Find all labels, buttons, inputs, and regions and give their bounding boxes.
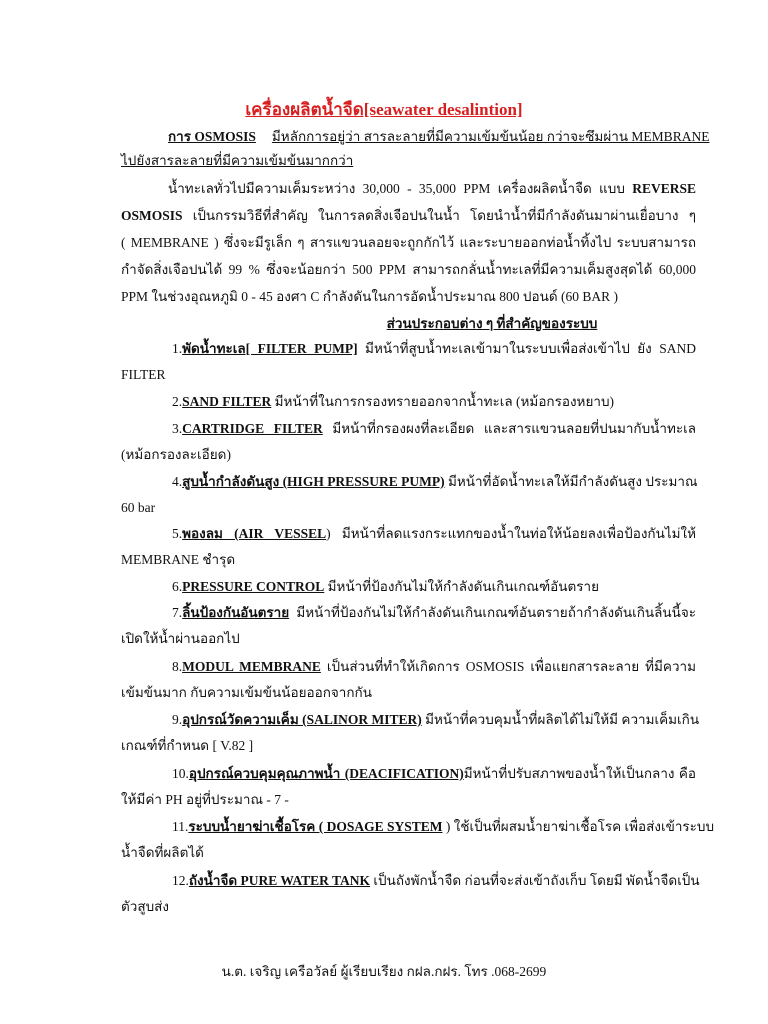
item-10 [172, 765, 696, 783]
item-5-desc: มีหน้าที่ลดแรงกระแทกของน้ำในท่อให้น้อยลงเพื่อป้องกันไม่ให้ [341, 526, 697, 541]
components-heading [108, 315, 768, 333]
document-title: เครื่องผลิตน้ำจืด[seawater desalintion] [245, 100, 523, 119]
item-12 [172, 872, 700, 890]
item-2-name: SAND FILTER [182, 394, 272, 409]
item-1-desc: มีหน้าที่สูบน้ำทะเลเข้ามาในระบบเพื่อส่งเข้าไป ยัง SAND [365, 341, 696, 356]
item-11-cont: น้ำจืดที่ผลิตได้ [121, 845, 204, 860]
reverse-line-3: ( MEMBRANE ) ซึ่งจะมีรูเล็ก ๆ สารแขวนลอยจะถูกกักไว้ และระบายออกท่อน้ำทิ้งไป ระบบสามารถ [121, 235, 696, 250]
item-6-number: 6. [172, 579, 183, 594]
reverse-bold-1: REVERSE [632, 181, 697, 196]
item-10-desc: มีหน้าที่ปรับสภาพของน้ำให้เป็นกลาง คือ [463, 766, 696, 781]
item-12-desc: เป็นถังพักน้ำจืด ก่อนที่จะส่งเข้าถังเก็บ โดยมี พัดน้ำจืดเป็น [370, 873, 700, 888]
item-9-name: อุปกรณ์วัดความเค็ม (SALINOR MITER) [182, 712, 422, 727]
item-11-number: 11. [172, 819, 189, 834]
osmosis-line-1 [168, 128, 710, 146]
footer-credit: น.ต. เจริญ เครือวัลย์ ผู้เรียบเรียง กฝล.กฝร. โทร .068-2699 [221, 964, 547, 979]
item-2-number: 2. [172, 394, 183, 409]
item-9-number: 9. [172, 712, 183, 727]
item-8-cont: เข้มข้นมาก กับความเข้มข้นน้อยออกจากกัน [121, 685, 372, 700]
item-7-desc: มีหน้าที่ป้องกันไม่ให้กำลังดันเกินเกณฑ์อันตรายถ้ากำลังดันเกินลิ้นนี้จะ [296, 605, 696, 620]
item-9 [172, 711, 700, 729]
item-4-cont: 60 bar [121, 500, 156, 515]
item-10-number: 10. [172, 766, 189, 781]
item-5 [172, 525, 696, 543]
reverse-line-5: PPM ในช่วงอุณหภูมิ 0 - 45 องศา C กำลังดันในการอัดน้ำประมาณ 800 ปอนด์ (60 BAR ) [121, 289, 618, 304]
item-1-name: พัดน้ำทะเล[ FILTER PUMP] [182, 341, 358, 356]
item-11 [172, 818, 715, 836]
reverse-line-1 [168, 180, 696, 198]
item-5-number: 5. [172, 526, 183, 541]
reverse-bold-2: OSMOSIS [121, 208, 183, 223]
item-1-number: 1. [172, 341, 183, 356]
item-7-name: ลิ้นป้องกันอันตราย [182, 605, 290, 620]
item-4-desc: มีหน้าที่อัดน้ำทะเลให้มีกำลังดันสูง ประมาณ [444, 474, 698, 489]
item-7-cont: เปิดให้น้ำผ่านออกไป [121, 631, 240, 646]
item-8-number: 8. [172, 659, 183, 674]
reverse-line-2 [121, 207, 696, 225]
osmosis-text-2: ไปยังสารละลายที่มีความเข้มข้นมากกว่า [121, 153, 354, 168]
components-heading-text: ส่วนประกอบต่าง ๆ ที่สำคัญของระบบ [386, 316, 598, 331]
osmosis-text-1: มีหลักการอยู่ว่า สารละลายที่มีความเข้มข้นน้อย กว่าจะซึมผ่าน MEMBRANE [271, 129, 710, 144]
item-7-number: 7. [172, 605, 183, 620]
item-6-desc: มีหน้าที่ป้องกันไม่ให้กำลังดันเกินเกณฑ์อันตราย [324, 579, 600, 594]
item-2 [172, 393, 696, 411]
item-10-name: อุปกรณ์ควบคุมคุณภาพน้ำ (DEACIFICATION) [188, 766, 464, 781]
reverse-text-1: น้ำทะเลทั่วไปมีความเค็มระหว่าง 30,000 - 35,000 PPM เครื่องผลิตน้ำจืด แบบ [168, 181, 625, 196]
item-7 [172, 604, 696, 622]
item-3-cont: (หม้อกรองละเอียด) [121, 447, 231, 462]
item-3-name: CARTRIDGE FILTER [182, 421, 323, 436]
item-9-cont: เกณฑ์ที่กำหนด [ V.82 ] [121, 738, 254, 753]
item-11-paren: ) [442, 819, 451, 834]
item-4-name: สูบน้ำกำลังดันสูง (HIGH PRESSURE PUMP) [182, 474, 445, 489]
item-5-name: พองลม (AIR VESSEL [182, 526, 327, 541]
item-11-desc: ใช้เป็นที่ผสมน้ำยาฆ่าเชื้อโรค เพื่อส่งเข้าระบบ [450, 819, 715, 834]
reverse-text-2: เป็นกรรมวิธีที่สำคัญ ในการลดสิ่งเจือปนในน้ำ โดยนำน้ำที่มีกำลังดันมาผ่านเยื่อบาง ๆ [182, 208, 696, 223]
item-11-name: ระบบน้ำยาฆ่าเชื้อโรค ( DOSAGE SYSTEM [188, 819, 443, 834]
item-6 [172, 578, 696, 596]
item-9-desc: มีหน้าที่ควบคุมน้ำที่ผลิตได้ไม่ให้มี ความเค็มเกิน [421, 712, 700, 727]
item-2-desc: มีหน้าที่ในการกรองทรายออกจากน้ำทะเล (หม้อกรองหยาบ) [271, 394, 615, 409]
item-12-number: 12. [172, 873, 189, 888]
item-10-cont: ให้มีค่า PH อยู่ที่ประมาณ - 7 - [121, 792, 289, 807]
item-12-name: ถังน้ำจืด PURE WATER TANK [188, 873, 371, 888]
item-8 [172, 658, 696, 676]
osmosis-heading: การ OSMOSIS [168, 129, 256, 144]
item-4 [172, 473, 696, 491]
item-5-cont: MEMBRANE ชำรุด [121, 552, 236, 567]
item-8-name: MODUL MEMBRANE [182, 659, 321, 674]
item-3-desc: มีหน้าที่กรองผงที่ละเอียด และสารแขวนลอยที่ปนมากับน้ำทะเล [332, 421, 697, 436]
osmosis-line-2 [121, 152, 696, 170]
item-3-number: 3. [172, 421, 183, 436]
item-5-paren: ) [326, 526, 331, 541]
item-1-cont: FILTER [121, 367, 166, 382]
item-3 [172, 420, 696, 438]
item-12-cont: ตัวสูบส่ง [121, 899, 169, 914]
reverse-line-4: กำจัดสิ่งเจือปนได้ 99 % ซึ่งจะน้อยกว่า 500 PPM สามารถกลั่นน้ำทะเลที่มีความเค็มสูงสุดได้ 60,000 [121, 262, 696, 277]
item-8-desc: เป็นส่วนที่ทำให้เกิดการ OSMOSIS เพื่อแยกสารละลาย ที่มีความ [326, 659, 697, 674]
item-4-number: 4. [172, 474, 183, 489]
item-6-name: PRESSURE CONTROL [182, 579, 325, 594]
item-1 [172, 340, 696, 358]
